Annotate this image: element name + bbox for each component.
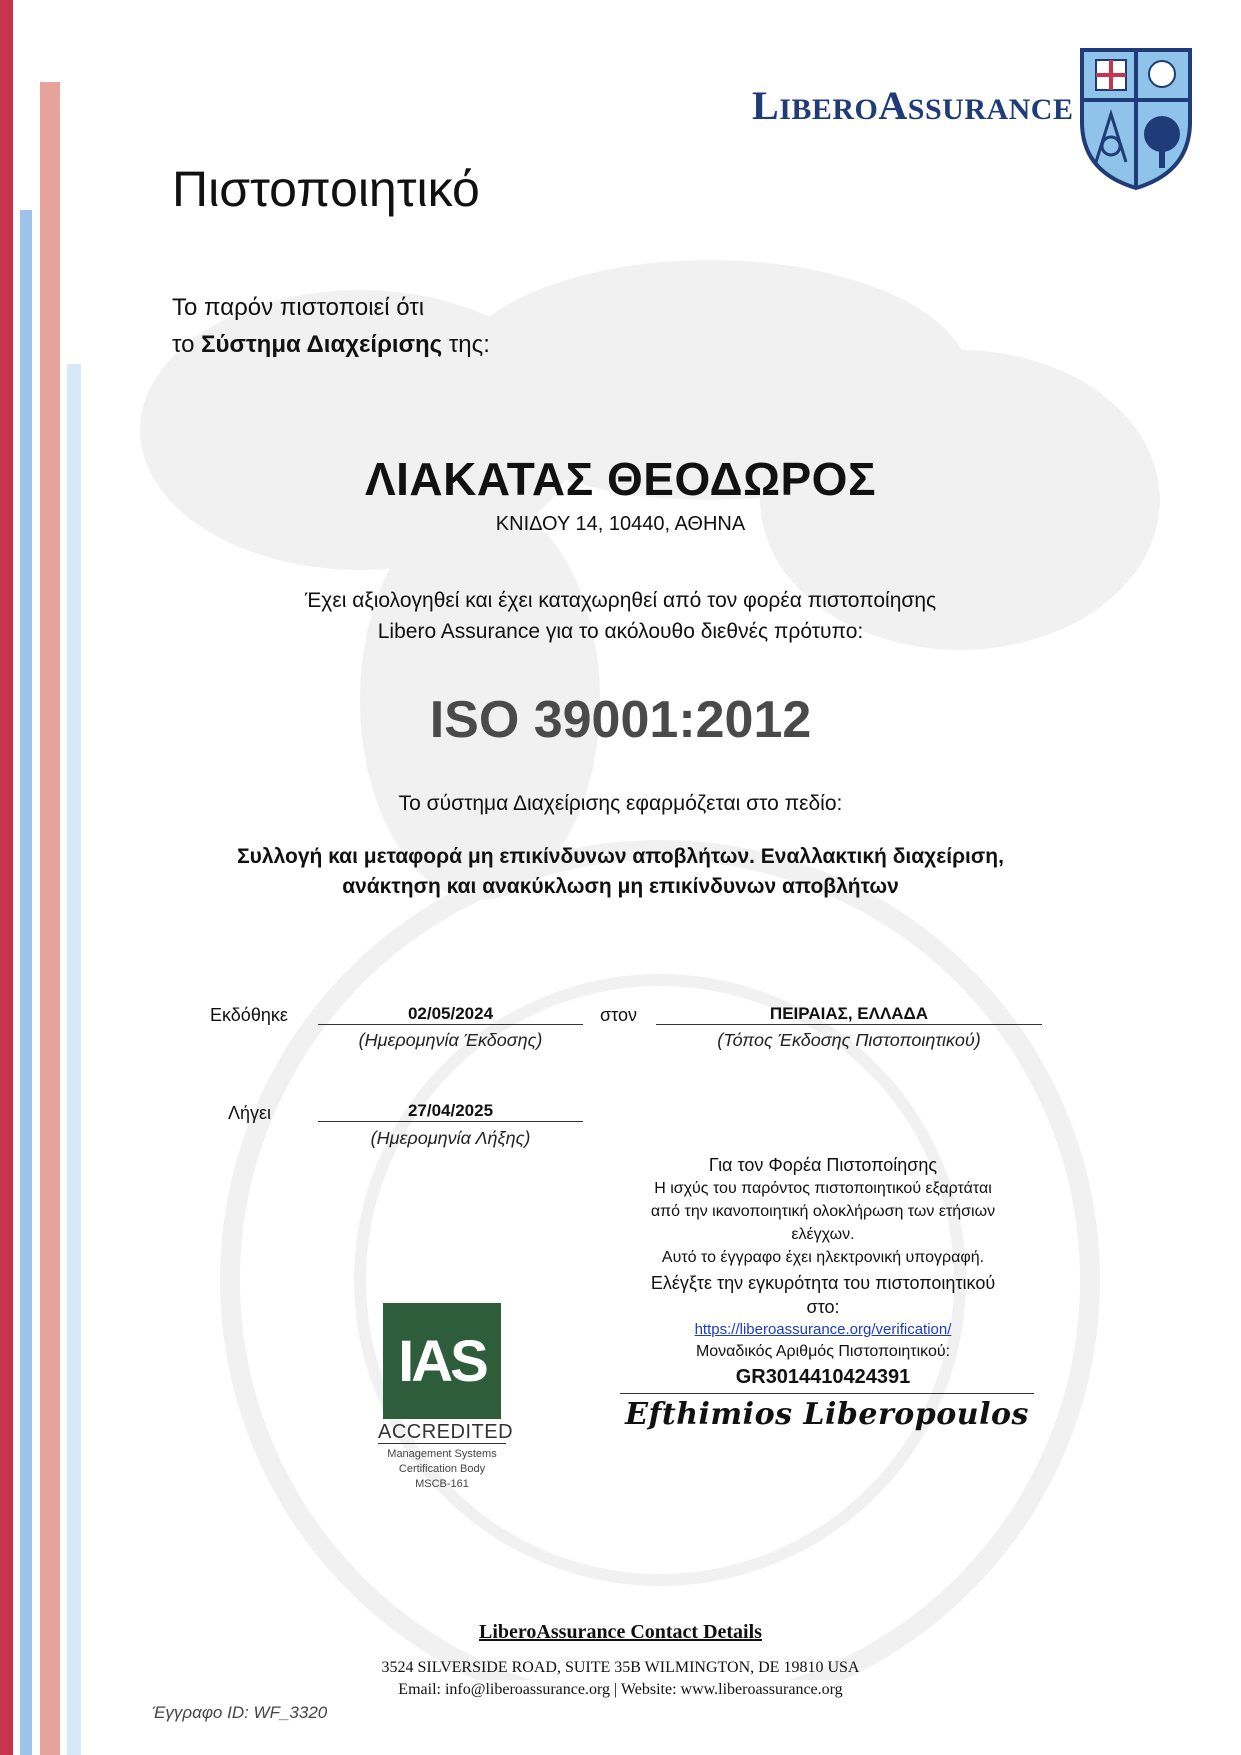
validity-line-3: ελέγχων. bbox=[791, 1226, 855, 1243]
scope-line-1: Συλλογή και μεταφορά μη επικίνδυνων αποβλήτων. Εναλλακτική διαχείριση, bbox=[237, 845, 1004, 868]
verification-link-wrap bbox=[620, 1321, 1026, 1339]
check-line-2: στο: bbox=[806, 1297, 840, 1317]
crest-shield-icon bbox=[1074, 42, 1198, 192]
document-id: Έγγραφο ID: WF_3320 bbox=[152, 1703, 328, 1722]
ias-logo: IAS bbox=[383, 1303, 501, 1419]
iso-standard: ISO 39001:2012 bbox=[429, 691, 812, 749]
signature-line bbox=[620, 1393, 1034, 1394]
issue-date: 02/05/2024 bbox=[318, 1004, 583, 1025]
scope-line-2: ανάκτηση και ανακύκλωση μη επικίνδυνων αποβλήτων bbox=[342, 875, 899, 898]
intro-line-1: Το παρόν πιστοποιεί ότι bbox=[172, 294, 425, 321]
verification-heading: Για τον Φορέα Πιστοποίησης bbox=[708, 1155, 938, 1175]
validity-line-1: Η ισχύς του παρόντος πιστοποιητικού εξαρτάται bbox=[654, 1180, 992, 1197]
assessment-line-1: Έχει αξιολογηθεί και έχει καταχωρηθεί από τον φορέα πιστοποίησης bbox=[304, 589, 937, 612]
contact-address: 3524 SILVERSIDE ROAD, SUITE 35B WILMINGTON, DE 19810 USA bbox=[381, 1659, 860, 1676]
assessment-line-2: Libero Assurance για το ακόλουθο διεθνές πρότυπο: bbox=[377, 620, 864, 643]
validity-line-2: από την ικανοποιητική ολοκλήρωση των ετήσιων bbox=[650, 1203, 996, 1220]
contact-email-website: Email: info@liberoassurance.org | Website: www.liberoassurance.org bbox=[398, 1681, 843, 1698]
company-address: ΚΝΙΔΟΥ 14, 10440, ΑΘΗΝΑ bbox=[495, 513, 746, 535]
libero-assurance-logo: LIBEROASSURANCE bbox=[752, 83, 1074, 128]
stripe-blue bbox=[20, 210, 32, 1755]
verification-link[interactable]: https://liberoassurance.org/verification/ bbox=[694, 1321, 952, 1338]
company-name: ΛΙΑΚΑΤΑΣ ΘΕΟΔΩΡΟΣ bbox=[364, 453, 877, 505]
contact-title: LiberoAssurance Contact Details bbox=[479, 1621, 762, 1643]
expiry-date-caption: (Ημερομηνία Λήξης) bbox=[370, 1128, 531, 1148]
issue-place: ΠΕΙΡΑΙΑΣ, ΕΛΛΑΔΑ bbox=[656, 1004, 1042, 1025]
esign-note: Αυτό το έγγραφο έχει ηλεκτρονική υπογραφή. bbox=[661, 1249, 985, 1266]
place-label: στον bbox=[600, 1005, 637, 1025]
issue-date-caption: (Ημερομηνία Έκδοσης) bbox=[358, 1030, 543, 1050]
ias-sub-line-1: Management Systems bbox=[387, 1448, 497, 1460]
cert-number-label: Μοναδικός Αριθμός Πιστοποιητικού: bbox=[695, 1343, 951, 1360]
issue-place-caption: (Τόπος Έκδοσης Πιστοποιητικού) bbox=[717, 1030, 981, 1050]
ias-sub-line-3: MSCB-161 bbox=[415, 1478, 469, 1490]
scope-intro: Το σύστημα Διαχείρισης εφαρμόζεται στο πεδίο: bbox=[398, 792, 843, 815]
intro-line-2: το Σύστημα Διαχείρισης της: bbox=[172, 331, 490, 358]
check-line-1: Ελέγξτε την εγκυρότητα του πιστοποιητικού bbox=[650, 1273, 996, 1293]
page-title: Πιστοποιητικό bbox=[172, 161, 480, 217]
expiry-date: 27/04/2025 bbox=[318, 1101, 583, 1122]
stripe-pink bbox=[40, 82, 60, 1755]
world-map-watermark bbox=[60, 180, 1220, 1680]
cert-number: GR3014410424391 bbox=[735, 1366, 911, 1388]
cert-number-wrap bbox=[620, 1366, 1026, 1389]
ias-sub-line-2: Certification Body bbox=[398, 1463, 486, 1475]
ias-accredited: ACCREDITED bbox=[378, 1421, 514, 1443]
signature: Efthimios Liberopoulos bbox=[625, 1397, 1029, 1432]
expiry-label: Λήγει bbox=[228, 1103, 272, 1123]
issued-label: Εκδόθηκε bbox=[210, 1005, 288, 1025]
